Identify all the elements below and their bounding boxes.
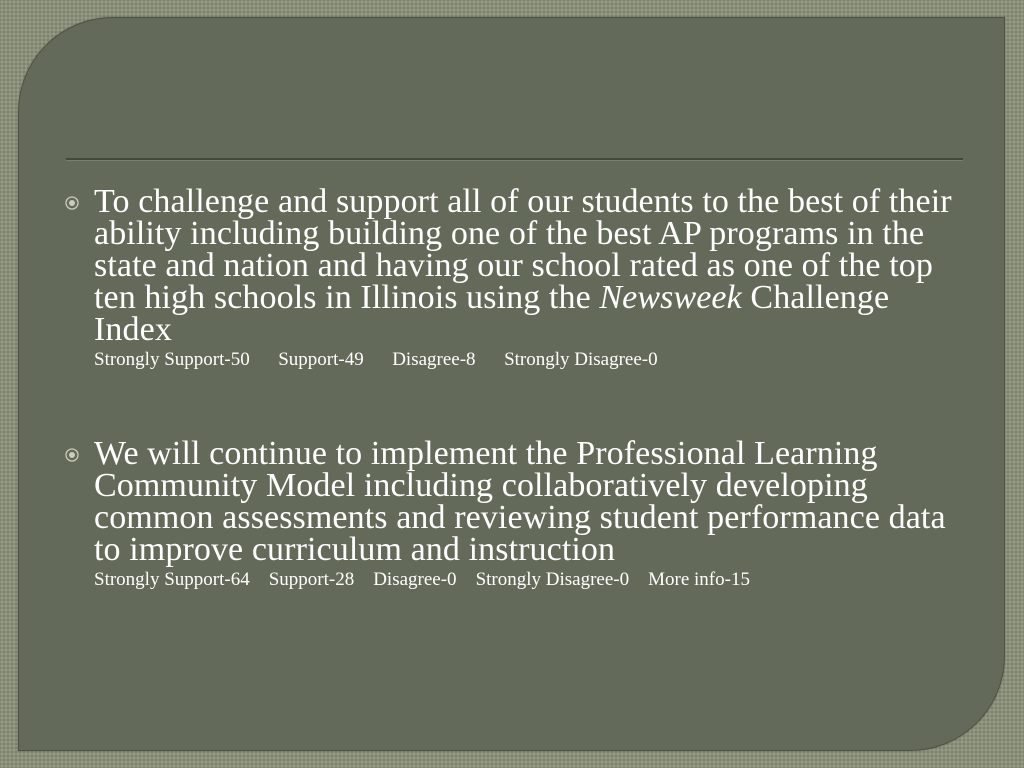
bullet-text-1-part-a: To challenge and support all of our students to the best of their ability including building one of the best AP programs in the state and nation and having our school rated as one of the top ten high schools in Illinois using the [94,183,952,316]
vote-results-1 [94,348,970,372]
vote-results-2 [94,568,970,592]
vote-support: Support-49 [278,349,364,370]
vote-disagree: Disagree-8 [392,349,476,370]
circle-bullet-icon [65,196,79,210]
newsweek-emphasis: Newsweek [599,279,742,316]
vote-disagree: Disagree-0 [373,569,457,590]
vote-strongly-disagree: Strongly Disagree-0 [475,569,630,590]
slide-panel [18,17,1005,751]
bullet-item-2 [60,435,970,592]
vote-support: Support-28 [268,569,355,590]
vote-strongly-support: Strongly Support-50 [94,349,250,370]
bullet-text-1-part-b: Challenge Index [94,279,890,348]
bullet-text-2: We will continue to implement the Professional Learning Community Model including collaboratively developing common assessments and reviewing student performance data to improve curriculum and instruction [94,435,946,568]
bullet-text-1 [94,183,970,348]
vote-strongly-disagree: Strongly Disagree-0 [504,349,658,370]
title-divider [66,158,963,161]
vote-strongly-support: Strongly Support-64 [94,569,250,590]
vote-more-info: More info-15 [648,569,750,590]
circle-bullet-icon [65,448,79,462]
bullet-item-1 [60,183,970,372]
